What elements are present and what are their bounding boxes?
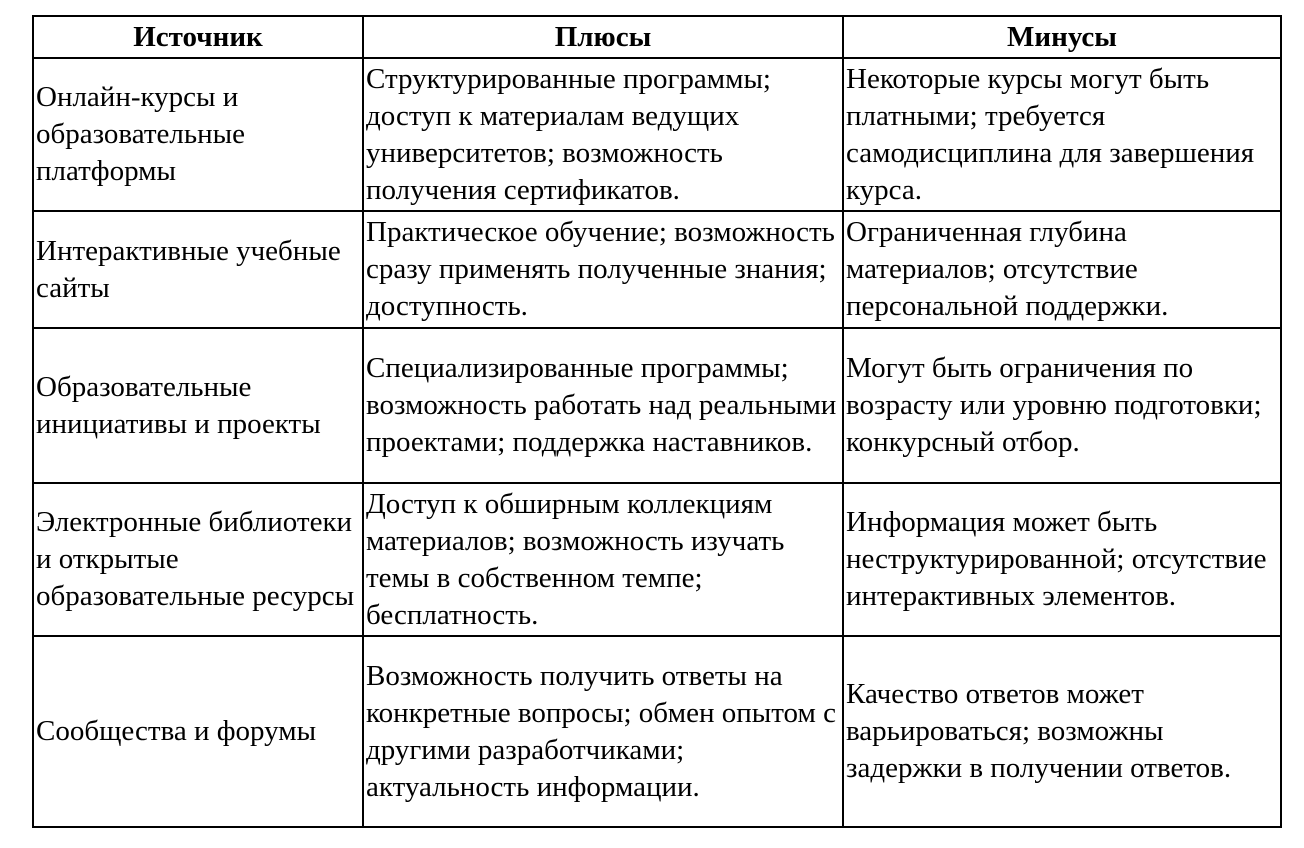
cell-source: Интерактивные учебные сайты <box>33 211 363 328</box>
cell-pros: Доступ к обширным коллекциям материалов; возможность изучать темы в собственном темпе; бесплатность. <box>363 483 843 636</box>
cell-source: Онлайн-курсы и образовательные платформы <box>33 58 363 211</box>
header-source: Источник <box>33 16 363 58</box>
header-cons: Минусы <box>843 16 1281 58</box>
cell-source: Образовательные инициативы и проекты <box>33 328 363 483</box>
cell-cons: Некоторые курсы могут быть платными; требуется самодисциплина для завершения курса. <box>843 58 1281 211</box>
cell-cons: Ограниченная глубина материалов; отсутствие персональной поддержки. <box>843 211 1281 328</box>
cell-pros: Практическое обучение; возможность сразу применять полученные знания; доступность. <box>363 211 843 328</box>
table-row <box>33 636 1281 827</box>
table-row <box>33 328 1281 483</box>
table-row <box>33 211 1281 328</box>
cell-cons: Могут быть ограничения по возрасту или уровню подготовки; конкурсный отбор. <box>843 328 1281 483</box>
table-header-row <box>33 16 1281 58</box>
cell-pros: Возможность получить ответы на конкретные вопросы; обмен опытом с другими разработчиками; актуальность информации. <box>363 636 843 827</box>
cell-source: Электронные библиотеки и открытые образовательные ресурсы <box>33 483 363 636</box>
cell-pros: Специализированные программы; возможность работать над реальными проектами; поддержка наставников. <box>363 328 843 483</box>
table-row <box>33 483 1281 636</box>
cell-source: Сообщества и форумы <box>33 636 363 827</box>
cell-cons: Информация может быть неструктурированной; отсутствие интерактивных элементов. <box>843 483 1281 636</box>
comparison-table <box>32 15 1282 828</box>
cell-cons: Качество ответов может варьироваться; возможны задержки в получении ответов. <box>843 636 1281 827</box>
cell-pros: Структурированные программы; доступ к материалам ведущих университетов; возможность получения сертификатов. <box>363 58 843 211</box>
header-pros: Плюсы <box>363 16 843 58</box>
table-row <box>33 58 1281 211</box>
